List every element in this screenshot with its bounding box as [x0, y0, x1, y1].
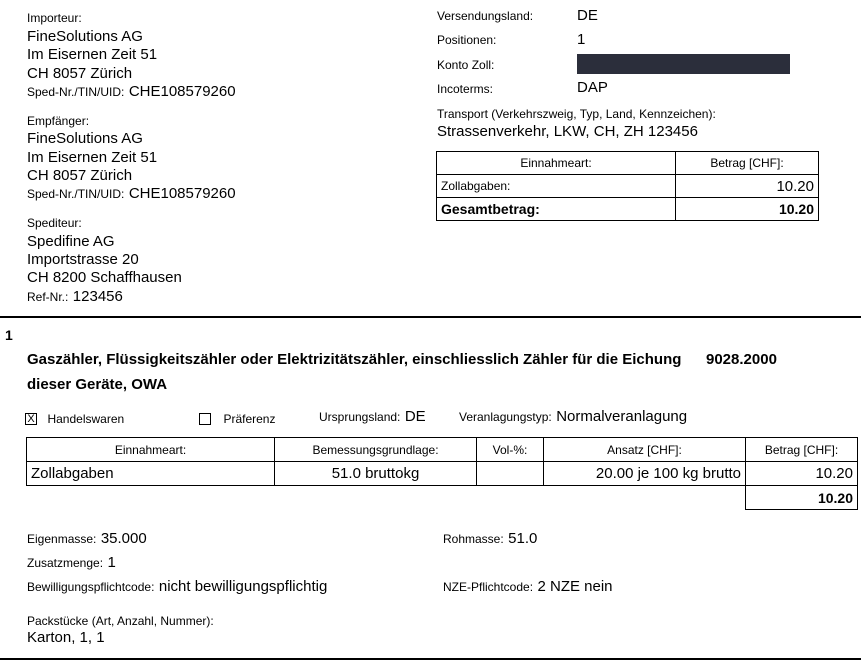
position-table: [26, 437, 858, 510]
position-description-line1: Gaszähler, Flüssigkeitszähler oder Elektrizitätszähler, einschliesslich Zähler für die Eichung: [27, 351, 682, 368]
col-vol: Vol-%:: [477, 438, 544, 462]
position-description-line2: dieser Geräte, OWA: [27, 376, 168, 393]
importer-city: CH 8057 Zürich: [27, 65, 133, 82]
col-rate: Ansatz [CHF]:: [544, 438, 746, 462]
col-amount: Betrag [CHF]:: [746, 438, 858, 462]
row-type: Zollabgaben: [27, 462, 275, 486]
importer-street: Im Eisernen Zeit 51: [27, 46, 158, 63]
incoterms-label: Incoterms:: [437, 82, 494, 96]
gross-mass-value: 51.0: [508, 530, 538, 547]
summary-header-type: Einnahmeart:: [437, 152, 676, 175]
permit-value: nicht bewilligungspflichtig: [158, 578, 328, 595]
forwarder-street: Importstrasse 20: [27, 251, 139, 268]
transport-label: Transport (Verkehrszweig, Typ, Land, Kennzeichen):: [437, 107, 716, 121]
tariff-code: 9028.2000: [706, 351, 777, 368]
consignee-name: FineSolutions AG: [27, 130, 143, 147]
preference-checkbox[interactable]: [199, 413, 211, 425]
positions-value: 1: [577, 31, 586, 48]
trade-goods-checkbox[interactable]: X: [25, 413, 37, 425]
origin-label: Ursprungsland:: [319, 410, 401, 424]
importer-id-label: Sped-Nr./TIN/UID:: [27, 85, 125, 99]
assessment-value: Normalveranlagung: [556, 408, 688, 425]
trade-goods-row: [25, 410, 124, 428]
packages-value: Karton, 1, 1: [27, 629, 105, 646]
importer-id-value: CHE108579260: [128, 83, 236, 100]
summary-header-amount: Betrag [CHF]:: [676, 152, 819, 175]
summary-row-type: Zollabgaben:: [437, 175, 676, 198]
country-value: DE: [577, 7, 598, 24]
own-mass-row: [27, 530, 147, 548]
consignee-id-label: Sped-Nr./TIN/UID:: [27, 187, 125, 201]
summary-table: [436, 151, 819, 221]
summary-total-label: Gesamtbetrag:: [437, 198, 676, 221]
permit-row: [27, 578, 327, 596]
preference-row: [199, 410, 275, 428]
origin-row: [319, 408, 426, 426]
importer-id-row: [27, 83, 236, 101]
consignee-id-value: CHE108579260: [128, 185, 236, 202]
origin-value: DE: [404, 408, 426, 425]
preference-label: Präferenz: [223, 412, 276, 426]
consignee-label: Empfänger:: [27, 114, 90, 128]
col-type: Einnahmeart:: [27, 438, 275, 462]
divider-top: [0, 316, 861, 318]
permit-label: Bewilligungspflichtcode:: [27, 580, 155, 594]
consignee-city: CH 8057 Zürich: [27, 167, 133, 184]
col-basis: Bemessungsgrundlage:: [275, 438, 477, 462]
forwarder-ref-label: Ref-Nr.:: [27, 290, 69, 304]
nze-label: NZE-Pflichtcode:: [443, 580, 534, 594]
position-total-amount: 10.20: [746, 486, 858, 510]
row-amount: 10.20: [746, 462, 858, 486]
assessment-row: [459, 408, 687, 426]
table-row: [27, 462, 858, 486]
summary-row-amount: 10.20: [676, 175, 819, 198]
account-redacted: [577, 54, 790, 74]
divider-bottom: [0, 658, 861, 660]
account-label: Konto Zoll:: [437, 58, 495, 72]
forwarder-city: CH 8200 Schaffhausen: [27, 269, 182, 286]
own-mass-label: Eigenmasse:: [27, 532, 97, 546]
forwarder-label: Spediteur:: [27, 216, 82, 230]
assessment-label: Veranlagungstyp:: [459, 410, 552, 424]
add-qty-row: [27, 554, 116, 572]
gross-mass-label: Rohmasse:: [443, 532, 504, 546]
summary-total-amount: 10.20: [676, 198, 819, 221]
add-qty-label: Zusatzmenge:: [27, 556, 104, 570]
country-label: Versendungsland:: [437, 9, 534, 23]
importer-label: Importeur:: [27, 11, 82, 25]
row-basis: 51.0 bruttokg: [275, 462, 477, 486]
forwarder-name: Spedifine AG: [27, 233, 115, 250]
row-vol: [477, 462, 544, 486]
own-mass-value: 35.000: [100, 530, 147, 547]
forwarder-ref-row: [27, 288, 123, 306]
nze-row: [443, 578, 613, 596]
incoterms-value: DAP: [577, 79, 608, 96]
position-number: 1: [5, 327, 13, 343]
summary-total-row: [437, 198, 819, 221]
position-total-row: [27, 486, 858, 510]
summary-header-row: [437, 152, 819, 175]
forwarder-ref-value: 123456: [72, 288, 123, 305]
nze-value: 2 NZE nein: [537, 578, 613, 595]
position-table-header: [27, 438, 858, 462]
add-qty-value: 1: [107, 554, 116, 571]
row-rate: 20.00 je 100 kg brutto: [544, 462, 746, 486]
consignee-street: Im Eisernen Zeit 51: [27, 149, 158, 166]
summary-row: [437, 175, 819, 198]
positions-label: Positionen:: [437, 33, 497, 47]
trade-goods-label: Handelswaren: [47, 412, 125, 426]
gross-mass-row: [443, 530, 537, 548]
consignee-id-row: [27, 185, 236, 203]
packages-label: Packstücke (Art, Anzahl, Nummer):: [27, 614, 214, 628]
transport-value: Strassenverkehr, LKW, CH, ZH 123456: [437, 123, 698, 140]
importer-name: FineSolutions AG: [27, 28, 143, 45]
